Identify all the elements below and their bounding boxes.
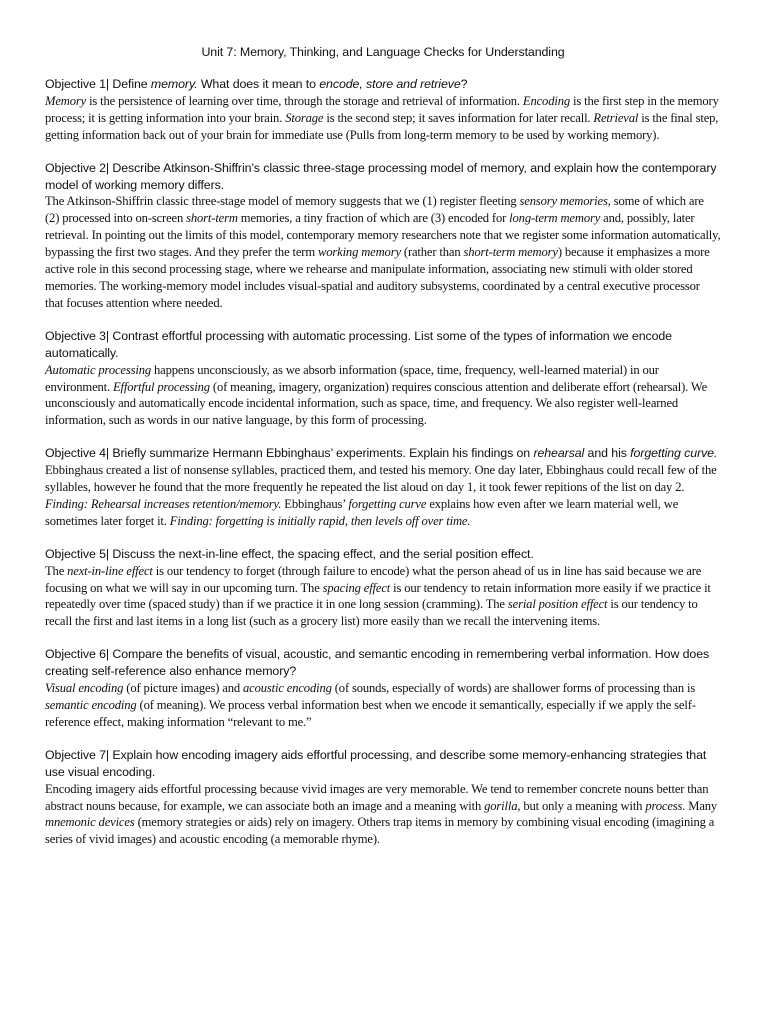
objective-section-3 bbox=[45, 328, 721, 429]
text-run: is the second step; it saves information for later recall. bbox=[323, 110, 594, 125]
objective-prompt bbox=[45, 445, 721, 462]
text-run: and, possibly, later retrieval. In pointing out the limits of this model, contemporary memory researchers note that we register some information automatically, bypassing the first two stages. And they prefer the term bbox=[45, 211, 721, 260]
italic-term: Finding: forgetting is initially rapid, then levels off over time. bbox=[169, 513, 471, 528]
text-run: Ebbinghaus created a list of nonsense syllables, practiced them, and tested his memory. One day later, Ebbinghaus could recall few of the syllables, however he found that the more frequently he repeated the list aloud on day 1, it took fewer repitions of the list on day 2. bbox=[45, 463, 717, 495]
objective-answer bbox=[45, 781, 721, 849]
text-run: is the persistence of learning over time, through the storage and retrieval of information. bbox=[86, 93, 523, 108]
italic-term: process bbox=[645, 798, 683, 813]
text-run: Objective 3| Contrast effortful processing with automatic processing. List some of the types of information we encode automatically. bbox=[45, 328, 672, 360]
objective-prompt bbox=[45, 747, 721, 781]
objective-prompt bbox=[45, 76, 721, 93]
text-run: The Atkinson-Shiffrin classic three-stage model of memory suggests that we (1) register fleeting bbox=[45, 194, 520, 209]
text-run: (of sounds, especially of words) are shallower forms of processing than is bbox=[331, 681, 696, 696]
italic-term: mnemonic devices bbox=[45, 815, 135, 830]
text-run: is our tendency to retain information more easily if we practice it repeatedly over time (spaced study) than if we practice it in one long session (cramming). The bbox=[45, 580, 711, 612]
italic-term: Memory bbox=[45, 93, 87, 108]
objective-answer bbox=[45, 193, 721, 311]
objective-section-4 bbox=[45, 445, 721, 530]
text-run: (memory strategies or aids) rely on imagery. Others trap items in memory by combining visual encoding (imagining a series of vivid images) and acoustic encoding (a memorable rhyme). bbox=[45, 815, 715, 847]
text-run: is the first step in the memory process; it is getting information into your brain. bbox=[45, 93, 719, 125]
italic-term: memory. bbox=[150, 77, 198, 91]
text-run: Objective 2| Describe Atkinson-Shiffrin’s classic three-stage processing model of memory, and explain how the contemporary model of working memory differs. bbox=[45, 160, 717, 192]
italic-term: Visual encoding bbox=[45, 681, 124, 696]
objective-section-7 bbox=[45, 747, 721, 848]
italic-term: working memory bbox=[318, 245, 401, 260]
text-run: ? bbox=[460, 77, 468, 91]
objective-answer bbox=[45, 93, 721, 144]
objective-prompt bbox=[45, 160, 721, 194]
text-run: and his bbox=[584, 446, 631, 461]
italic-term: Encoding bbox=[522, 93, 570, 108]
italic-term: Effortful processing bbox=[113, 379, 210, 394]
objective-answer bbox=[45, 462, 721, 530]
text-run: Objective 4| Briefly summarize Hermann Ebbinghaus’ experiments. Explain his findings on bbox=[45, 446, 534, 461]
italic-term: gorilla, bbox=[484, 798, 521, 813]
objective-answer bbox=[45, 362, 721, 430]
text-run: happens unconsciously, as we absorb information (space, time, frequency, well-learned material) in our environment. bbox=[45, 362, 659, 394]
text-run: memories, a tiny fraction of which are (3) encoded for bbox=[237, 211, 510, 226]
italic-term: Storage bbox=[285, 110, 324, 125]
italic-term: Automatic processing bbox=[45, 362, 152, 377]
text-run: Objective 5| Discuss the next-in-line effect, the spacing effect, and the serial position effect. bbox=[45, 546, 534, 561]
italic-term: semantic encoding bbox=[45, 698, 137, 712]
objective-answer bbox=[45, 563, 721, 631]
italic-term: rehearsal bbox=[533, 446, 585, 461]
text-run: (of meaning, imagery, organization) requires conscious attention and deliberate effort (rehearsal). We unconsciously and automatically encode incidental information, such as space, time, and frequency. We also register well-learned information, such as words in our native language, by this form of processing. bbox=[45, 379, 708, 428]
italic-term: long-term memory bbox=[509, 211, 601, 226]
text-run: (of meaning). We process verbal information best when we encode it semantically, especially if we apply the self-reference effect, making information “relevant to me.” bbox=[45, 698, 696, 729]
objective-prompt bbox=[45, 546, 721, 563]
text-run: Objective 6| Compare the benefits of visual, acoustic, and semantic encoding in remembering verbal information. How does creating self-reference also enhance memory? bbox=[45, 647, 710, 679]
text-run: ) because it emphasizes a more active role in this second processing stage, where we rehearse and manipulate information, associating new stimuli with older stored memories. The working-memory model includes visual-spatial and auditory subsystems, coordinated by a central executive processor that focuses attention where needed. bbox=[45, 245, 710, 310]
text-run: is our tendency to recall the first and last items in a long list (such as a grocery list) more easily than we recall the intervening items. bbox=[45, 597, 698, 629]
objective-section-2 bbox=[45, 160, 721, 312]
text-run: . Many bbox=[682, 798, 718, 813]
objective-prompt bbox=[45, 328, 721, 362]
objective-section-1 bbox=[45, 76, 721, 144]
italic-term: acoustic encoding bbox=[243, 681, 332, 696]
italic-term: Retrieval bbox=[593, 110, 639, 125]
text-run: The bbox=[45, 563, 68, 578]
text-run: (rather than bbox=[400, 245, 464, 260]
italic-term: forgetting curve bbox=[348, 496, 427, 511]
objective-prompt bbox=[45, 646, 721, 680]
text-run: Encoding imagery aids effortful processing because vivid images are very memorable. We tend to remember concrete nouns better than abstract nouns because, for example, we can associate both an image and a meaning with bbox=[45, 781, 709, 813]
page-title: Unit 7: Memory, Thinking, and Language Checks for Understanding bbox=[201, 45, 565, 59]
italic-term: short-term memory bbox=[463, 245, 558, 260]
text-run: Ebbinghaus’ bbox=[281, 496, 349, 511]
text-run: , some of which are (2) processed into on-screen bbox=[45, 194, 704, 226]
text-run: What does it mean to bbox=[197, 77, 320, 91]
text-run: Objective 1| Define bbox=[45, 77, 151, 91]
text-run: is the final step, getting information back out of your brain for immediate use (Pulls from long-term memory to be used by working memory). bbox=[45, 110, 719, 142]
italic-term: short-term bbox=[186, 211, 238, 226]
objective-section-5 bbox=[45, 546, 721, 631]
italic-term: forgetting curve. bbox=[630, 446, 718, 461]
italic-term: spacing effect bbox=[322, 580, 391, 595]
objective-answer bbox=[45, 680, 721, 731]
text-run: explains how even after we learn material well, we sometimes later forget it. bbox=[45, 496, 679, 528]
italic-term: next-in-line effect bbox=[67, 563, 153, 578]
italic-term: serial position effect bbox=[507, 597, 608, 612]
italic-term: sensory memories bbox=[519, 194, 608, 209]
italic-term: encode, store and retrieve bbox=[319, 77, 461, 91]
text-run: is our tendency to forget (through failure to encode) what the person ahead of us in line has said because we are focusing on what we will say in our upcoming turn. The bbox=[45, 563, 702, 595]
text-run: (of picture images) and bbox=[123, 681, 244, 696]
italic-term: Finding: Rehearsal increases retention/memory. bbox=[45, 496, 282, 511]
objective-section-6 bbox=[45, 646, 721, 731]
text-run: but only a meaning with bbox=[520, 798, 646, 813]
text-run: Objective 7| Explain how encoding imagery aids effortful processing, and describe some memory-enhancing strategies that use visual encoding. bbox=[45, 747, 707, 779]
